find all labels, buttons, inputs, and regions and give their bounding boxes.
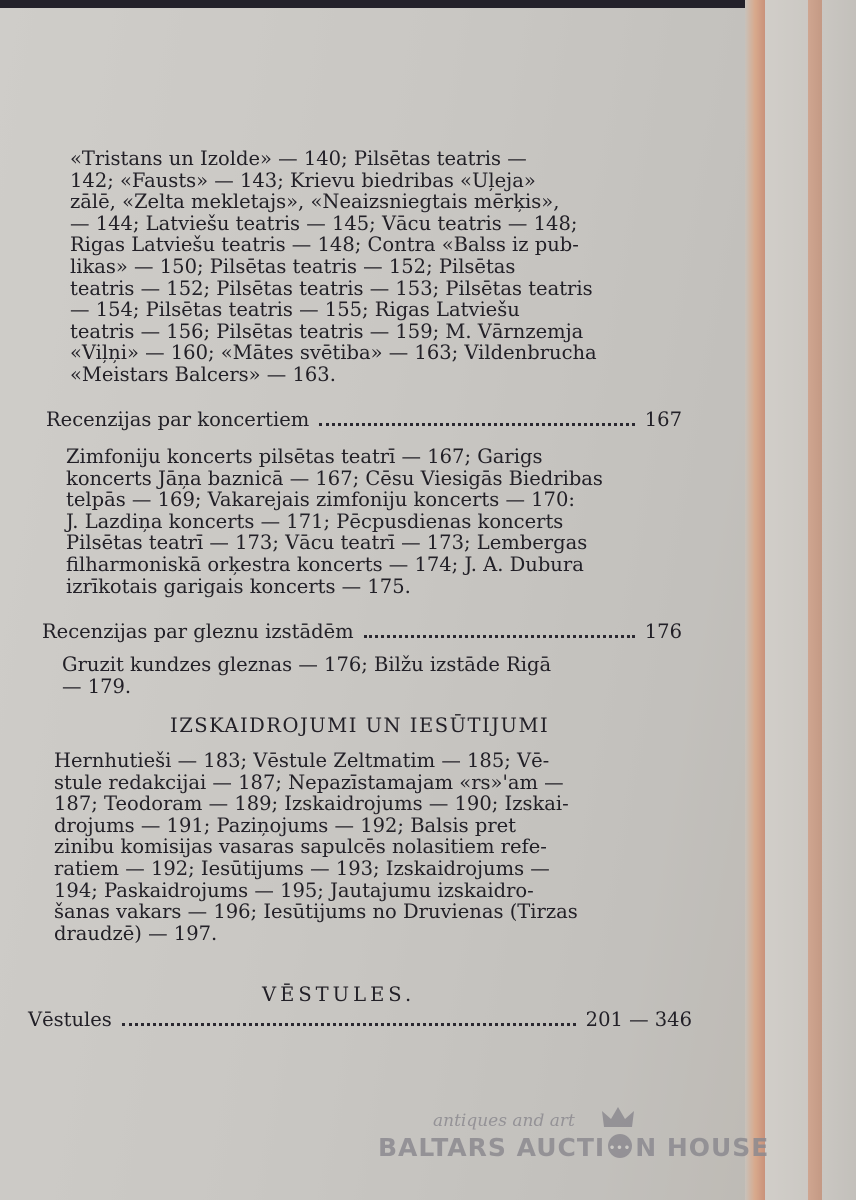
text-line: stule redakcijai — 187; Nepazīstamajam «rs»'am — — [54, 770, 564, 794]
concerts-block — [66, 446, 622, 597]
text-line: Rigas Latviešu teatris — 148; Contra «Balss iz pub- — [70, 233, 579, 257]
watermark-brand-start: BALTARS AUCTI — [378, 1133, 606, 1162]
text-line: teatris — 152; Pilsētas teatris — 153; Pilsētas teatris — [70, 276, 593, 300]
text-line: 187; Teodoram — 189; Izskaidrojums — 190; Izskai- — [54, 792, 569, 816]
text-line: telpās — 169; Vakarejais zimfoniju koncerts — 170: — [66, 488, 575, 512]
toc-title: Recenzijas par koncertiem — [46, 408, 310, 431]
text-line: ratiem — 192; Iesūtijums — 193; Izskaidrojums — — [54, 856, 550, 880]
text-line: — 179. — [62, 674, 132, 698]
text-line: — 144; Latviešu teatris — 145; Vācu teatris — 148; — [70, 211, 578, 235]
text-line: Gruzit kundzes gleznas — 176; Bilžu izstāde Rigā — [62, 653, 552, 676]
toc-entry-concerts — [46, 408, 682, 431]
text-line: Pilsētas teatrī — 173; Vācu teatrī — 173; Lembergas — [66, 531, 588, 555]
text-line: 142; «Fausts» — 143; Krievu biedribas «Uļeja» — [70, 168, 536, 192]
text-line: draudzē) — 197. — [54, 921, 218, 945]
cover-rim — [808, 0, 822, 1200]
explanations-block — [54, 750, 628, 944]
page-edge — [745, 0, 765, 1200]
text-line: zinibu komisijas vasaras sapulcēs nolasitiem refe- — [54, 835, 547, 859]
svg-text:•••: ••• — [609, 1143, 632, 1154]
text-line: J. Lazdiņa koncerts — 171; Pēcpusdienas koncerts — [66, 509, 564, 533]
auction-watermark — [378, 1105, 778, 1175]
text-line: Zimfoniju koncerts pilsētas teatrī — 167; Garigs — [66, 445, 543, 468]
leader-dots — [122, 1023, 576, 1026]
watermark-tagline: antiques and art — [433, 1111, 575, 1131]
text-line: zālē, «Zelta mekletajs», «Neaizsniegtais mērķis», — [70, 190, 560, 214]
leader-dots — [364, 635, 635, 638]
leader-dots — [319, 423, 635, 426]
text-line: koncerts Jāņa baznicā — 167; Cēsu Viesigās Biedribas — [66, 466, 603, 490]
text-line: likas» — 150; Pilsētas teatris — 152; Pilsētas — [70, 254, 516, 278]
section-heading-letters: VĒSTULES. — [262, 983, 416, 1006]
text-line: teatris — 156; Pilsētas teatris — 159; M. Vārnzemja — [70, 319, 584, 343]
text-line: filharmoniskā orķestra koncerts — 174; J. A. Dubura — [66, 552, 584, 576]
text-line: šanas vakars — 196; Iesūtijums no Druvienas (Tirzas — [54, 900, 578, 924]
text-line: Hernhutieši — 183; Vēstule Zeltmatim — 185; Vē- — [54, 749, 550, 772]
toc-title: Vēstules — [28, 1008, 112, 1031]
theatre-reviews-block — [70, 148, 620, 386]
toc-page: 167 — [644, 408, 682, 431]
toc-title: Recenzijas par gleznu izstādēm — [42, 620, 354, 643]
crown-icon — [601, 1105, 635, 1135]
text-line: «Tristans un Izolde» — 140; Pilsētas teatris — — [70, 147, 527, 170]
watermark-brand — [378, 1133, 769, 1162]
text-line: — 154; Pilsētas teatris — 155; Rigas Latviešu — [70, 298, 520, 322]
text-line: 194; Paskaidrojums — 195; Jautajumu izskaidro- — [54, 878, 534, 902]
text-line: «Viļņi» — 160; «Mātes svētiba» — 163; Vildenbrucha — [70, 341, 597, 365]
toc-page: 176 — [644, 620, 682, 643]
text-line: «Meistars Balcers» — 163. — [70, 362, 336, 386]
section-heading-explanations: IZSKAIDROJUMI UN IESŪTIJUMI — [170, 714, 550, 737]
watermark-brand-end: N HOUSE — [635, 1133, 770, 1162]
exhibitions-block — [62, 654, 622, 697]
toc-entry-letters — [28, 1008, 692, 1031]
text-line: izrīkotais garigais koncerts — 175. — [66, 574, 411, 598]
toc-entry-exhibitions — [42, 620, 682, 643]
text-line: drojums — 191; Paziņojums — 192; Balsis pret — [54, 813, 517, 837]
gavel-icon — [607, 1133, 633, 1159]
toc-page-range: 201 — 346 — [585, 1008, 692, 1031]
